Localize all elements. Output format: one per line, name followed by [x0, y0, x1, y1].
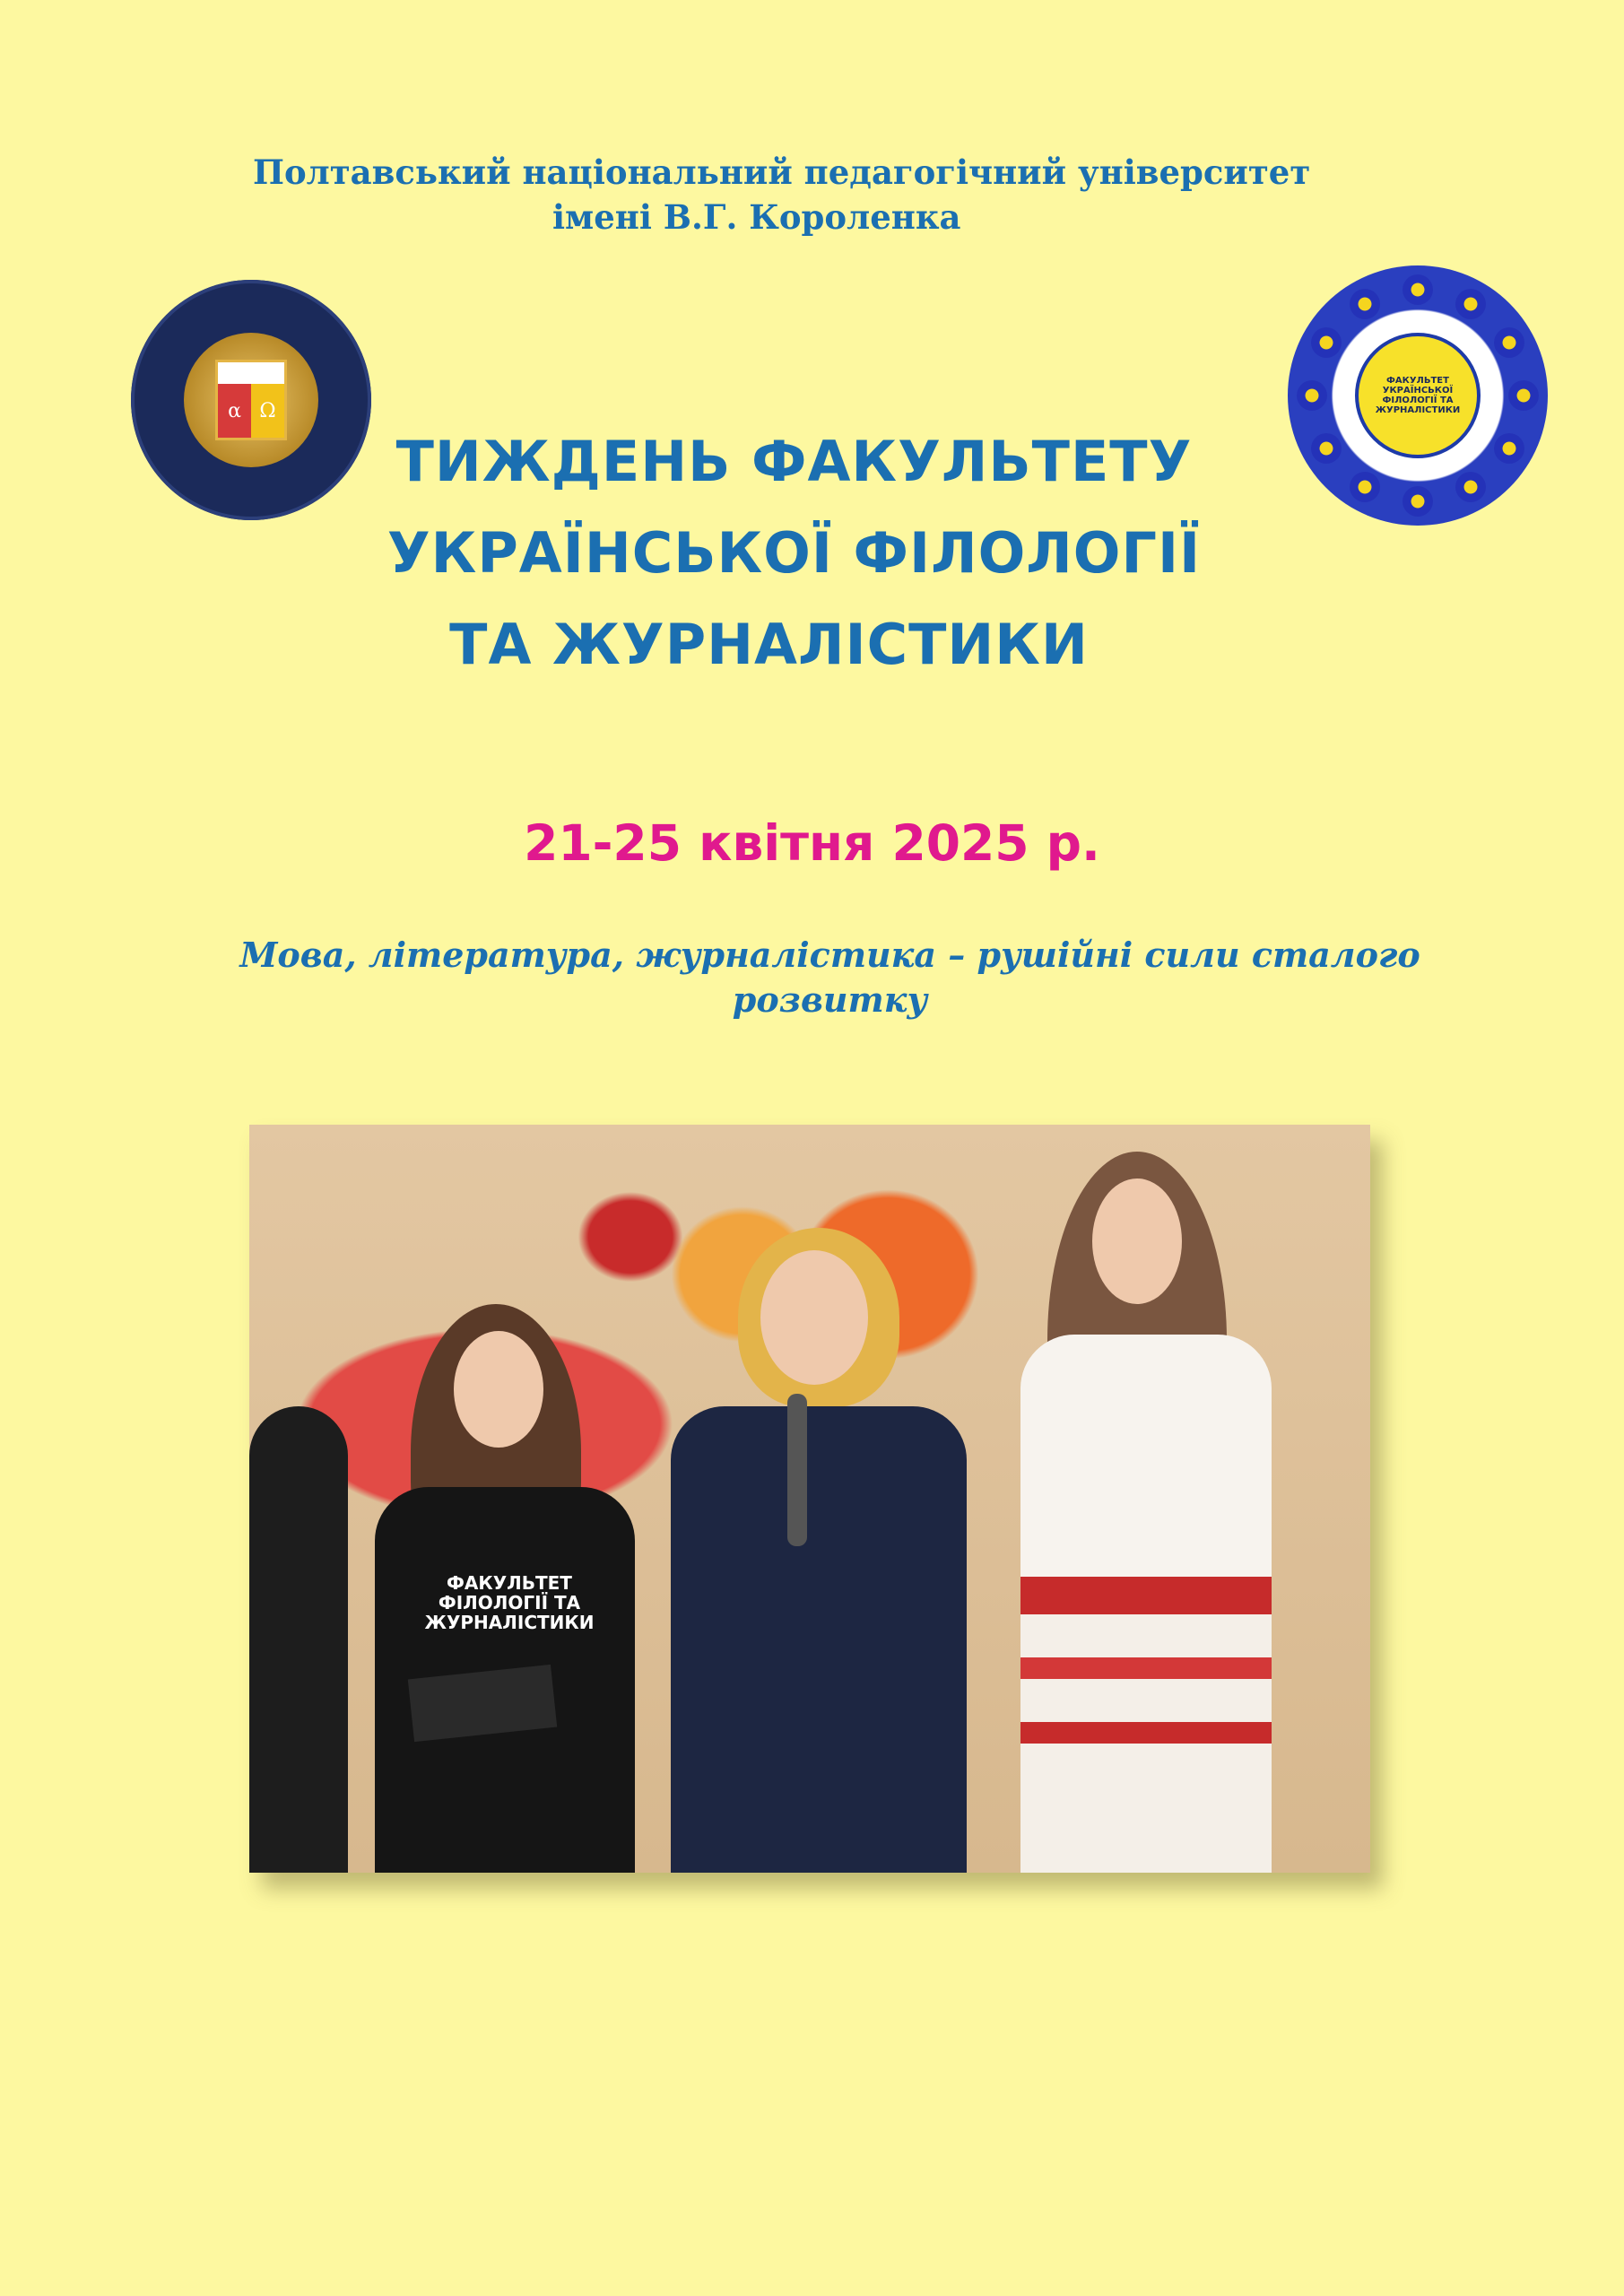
flower-ornament-icon — [1403, 274, 1433, 305]
photo-person-woman — [671, 1406, 967, 1873]
omega-symbol: Ω — [251, 384, 284, 438]
photo-face-woman — [760, 1250, 868, 1385]
page-title-line1: ТИЖДЕНЬ ФАКУЛЬТЕТУ — [395, 429, 1193, 494]
flower-ornament-icon — [1311, 327, 1342, 358]
photo-face-girl — [454, 1331, 543, 1448]
faculty-emblem-text: ФАКУЛЬТЕТ УКРАЇНСЬКОЇ ФІЛОЛОГІЇ ТА ЖУРНАЛІСТИКИ — [1375, 376, 1461, 415]
university-name-suffix: імені В.Г. Короленка — [552, 197, 961, 237]
photo-face-right — [1092, 1178, 1182, 1304]
page-title-line3: ТА ЖУРНАЛІСТИКИ — [449, 612, 1089, 677]
flower-ornament-icon — [1508, 380, 1539, 411]
university-name: Полтавський національний педагогічний університет — [253, 152, 1311, 192]
event-photo — [249, 1125, 1370, 1873]
motto-line1: Мова, література, журналістика – рушійні сили сталого — [239, 935, 1420, 975]
flower-ornament-icon — [1455, 289, 1486, 319]
photo-microphone — [787, 1394, 807, 1546]
flower-ornament-icon — [1297, 380, 1327, 411]
flower-ornament-icon — [1494, 327, 1524, 358]
event-dates: 21-25 квітня 2025 р. — [524, 814, 1100, 872]
photo-person-left — [249, 1406, 348, 1873]
flower-ornament-icon — [1350, 289, 1380, 319]
photo-person-right — [1020, 1335, 1272, 1873]
photo-shirt-text: ФАКУЛЬТЕТ ФІЛОЛОГІЇ ТА ЖУРНАЛІСТИКИ — [424, 1572, 595, 1633]
motto-line2: розвитку — [732, 979, 928, 1020]
page-title-line2: УКРАЇНСЬКОЇ ФІЛОЛОГІЇ — [386, 520, 1202, 586]
alpha-symbol: α — [218, 384, 251, 438]
